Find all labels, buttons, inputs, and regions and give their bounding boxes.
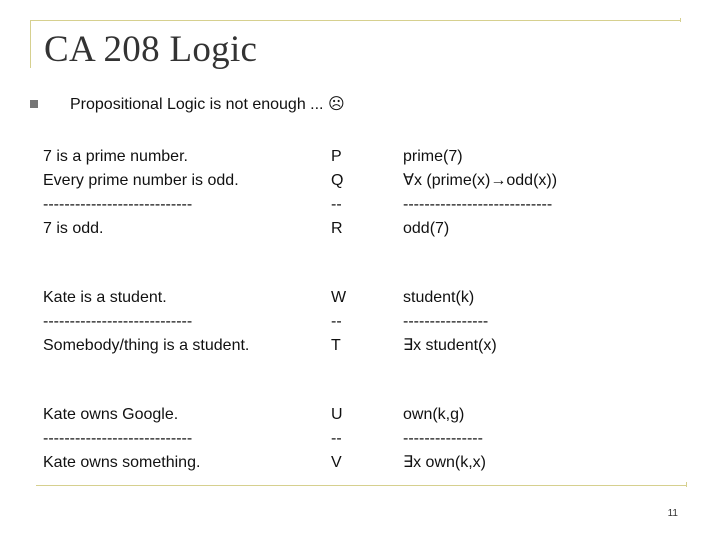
example-3-sentence: Kate owns something. [43, 454, 201, 471]
example-1-formula: odd(7) [403, 220, 450, 237]
example-2-formula: ∃x student(x) [403, 337, 497, 354]
example-3-sentence: ---------------------------- [43, 430, 193, 447]
footer-line [36, 485, 686, 486]
example-1-formula: prime(7) [403, 148, 463, 165]
example-2-predicate [403, 286, 497, 358]
example-2-sentences [43, 286, 249, 358]
example-3-predicate [403, 403, 486, 475]
example-2-formula: student(k) [403, 289, 475, 306]
example-3-sentence: Kate owns Google. [43, 406, 179, 423]
example-1-sentence: 7 is odd. [43, 220, 104, 237]
example-1-propositional [331, 145, 343, 241]
example-1-sentence: 7 is a prime number. [43, 148, 188, 165]
bullet-item [30, 94, 345, 114]
example-1-formula: ---------------------------- [403, 196, 553, 213]
example-1-formula: ∀x (prime(x)→odd(x)) [403, 172, 558, 189]
frame-top-line [30, 20, 680, 21]
example-2-sentence: Somebody/thing is a student. [43, 337, 250, 354]
example-2-symbol: W [331, 289, 347, 306]
example-1-sentences [43, 145, 239, 241]
frame-vertical-line [30, 20, 31, 68]
example-2-sentence: ---------------------------- [43, 313, 193, 330]
example-3-symbol: -- [331, 430, 342, 447]
example-1-symbol: -- [331, 196, 342, 213]
example-3-formula: ∃x own(k,x) [403, 454, 487, 471]
footer-corner-line [686, 482, 687, 487]
example-2-symbol: -- [331, 313, 342, 330]
example-1-sentence: Every prime number is odd. [43, 172, 239, 189]
example-3-formula: --------------- [403, 430, 483, 447]
bullet-square-icon [30, 100, 38, 108]
example-3-formula: own(k,g) [403, 406, 465, 423]
example-3-sentences [43, 403, 200, 475]
example-1-sentence: ---------------------------- [43, 196, 193, 213]
page-number: 11 [667, 508, 678, 519]
example-1-symbol: P [331, 148, 342, 165]
example-3-symbol: V [331, 454, 342, 471]
frame-corner-line [680, 18, 681, 22]
example-2-sentence: Kate is a student. [43, 289, 167, 306]
example-1-predicate [403, 145, 557, 241]
example-3-symbol: U [331, 406, 343, 423]
example-1-symbol: R [331, 220, 343, 237]
slide-title: CA 208 Logic [44, 29, 258, 70]
example-1-symbol: Q [331, 172, 344, 189]
example-2-formula: ---------------- [403, 313, 489, 330]
example-2-symbol: T [331, 337, 341, 354]
example-3-propositional [331, 403, 343, 475]
bullet-text: Propositional Logic is not enough ... ☹ [70, 96, 345, 113]
example-2-propositional [331, 286, 346, 358]
